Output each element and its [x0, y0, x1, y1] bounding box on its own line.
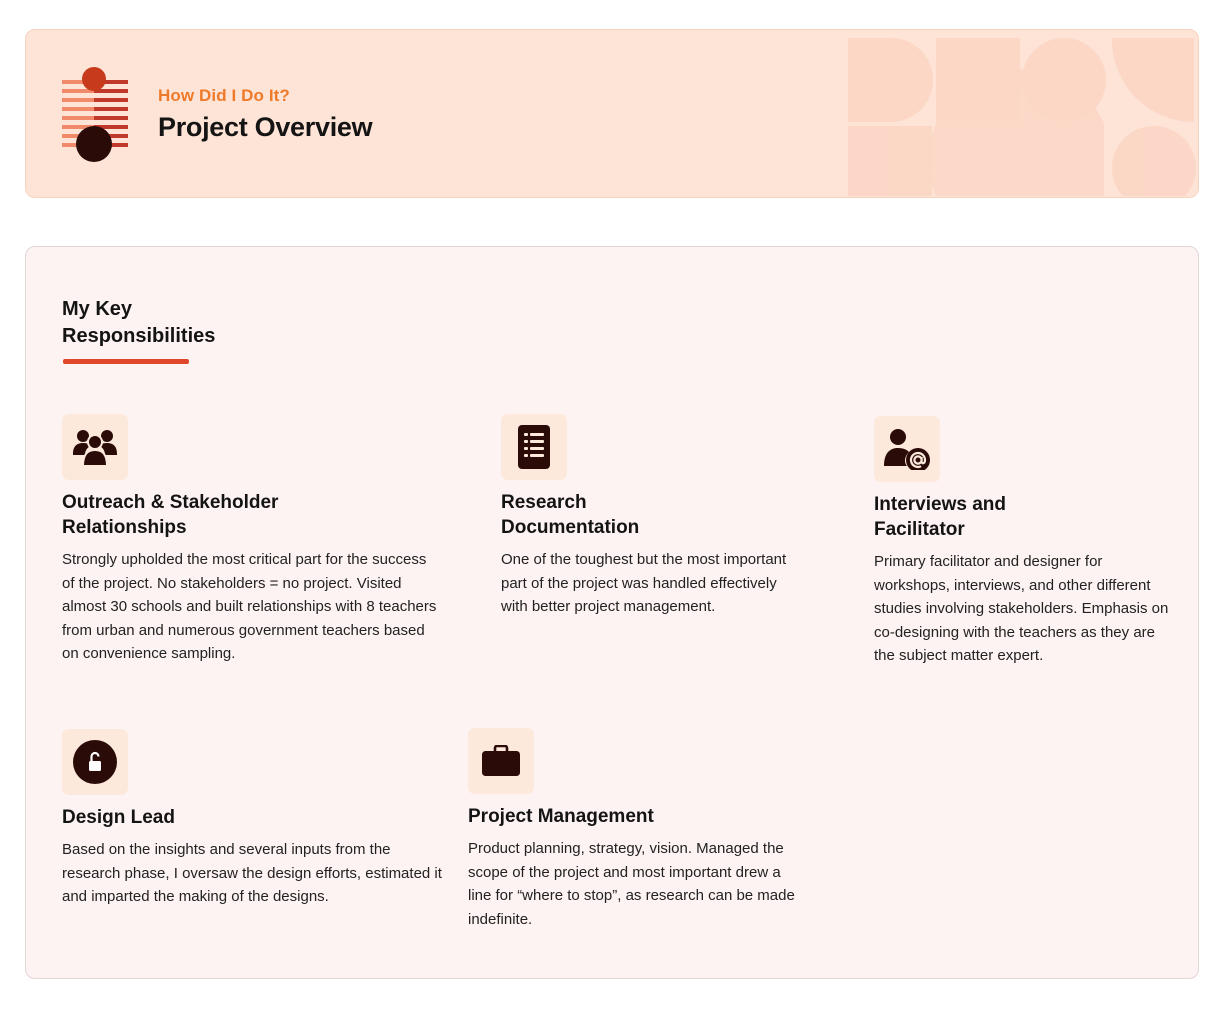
responsibility-card-interviews [874, 416, 1174, 668]
section-title-line2: Responsibilities [62, 325, 216, 347]
card-description: Primary facilitator and designer for workshops, interviews, and other different studies involving stakeholders. Emphasis on co-designing with the teachers as they are the subject matter expert. [874, 553, 1169, 665]
people-group-icon [62, 414, 128, 480]
section-title [62, 296, 215, 350]
card-description: Based on the insights and several inputs from the research phase, I oversaw the design efforts, estimated it and imparted the making of the designs. [62, 841, 442, 906]
page-title: Project Overview [158, 112, 373, 142]
responsibility-card-research [501, 414, 806, 619]
responsibility-card-design-lead [62, 729, 442, 909]
briefcase-icon [468, 728, 534, 794]
card-description: Strongly upholded the most critical part for the success of the project. No stakeholders = no project. Visited almost 30 schools and built relationships with 8 teachers from urban and numerous government teachers based on convenience sampling. [62, 551, 437, 663]
card-title: Project Management [468, 806, 654, 827]
responsibility-card-outreach [62, 414, 442, 666]
project-overview-banner [25, 29, 1199, 198]
user-at-icon [874, 416, 940, 482]
responsibility-card-project-management [468, 728, 803, 931]
header-kicker: How Did I Do It? [158, 86, 290, 105]
unlock-icon [62, 729, 128, 795]
document-list-icon [501, 414, 567, 480]
section-title-line1: My Key [62, 298, 133, 320]
project-logo-icon [61, 66, 129, 162]
card-description: One of the toughest but the most important part of the project was handled effectively with better project management. [501, 551, 787, 616]
card-title: Research Documentation [501, 492, 640, 538]
responsibilities-panel [25, 246, 1199, 979]
card-title: Design Lead [62, 807, 175, 828]
card-description: Product planning, strategy, vision. Managed the scope of the project and most important drew a line for “where to stop”, as research can be made indefinite. [468, 840, 795, 928]
card-title: Outreach & Stakeholder Relationships [62, 492, 279, 538]
decorative-pattern-icon [846, 36, 1196, 196]
card-title: Interviews and Facilitator [874, 494, 1006, 540]
section-underline [63, 359, 189, 364]
